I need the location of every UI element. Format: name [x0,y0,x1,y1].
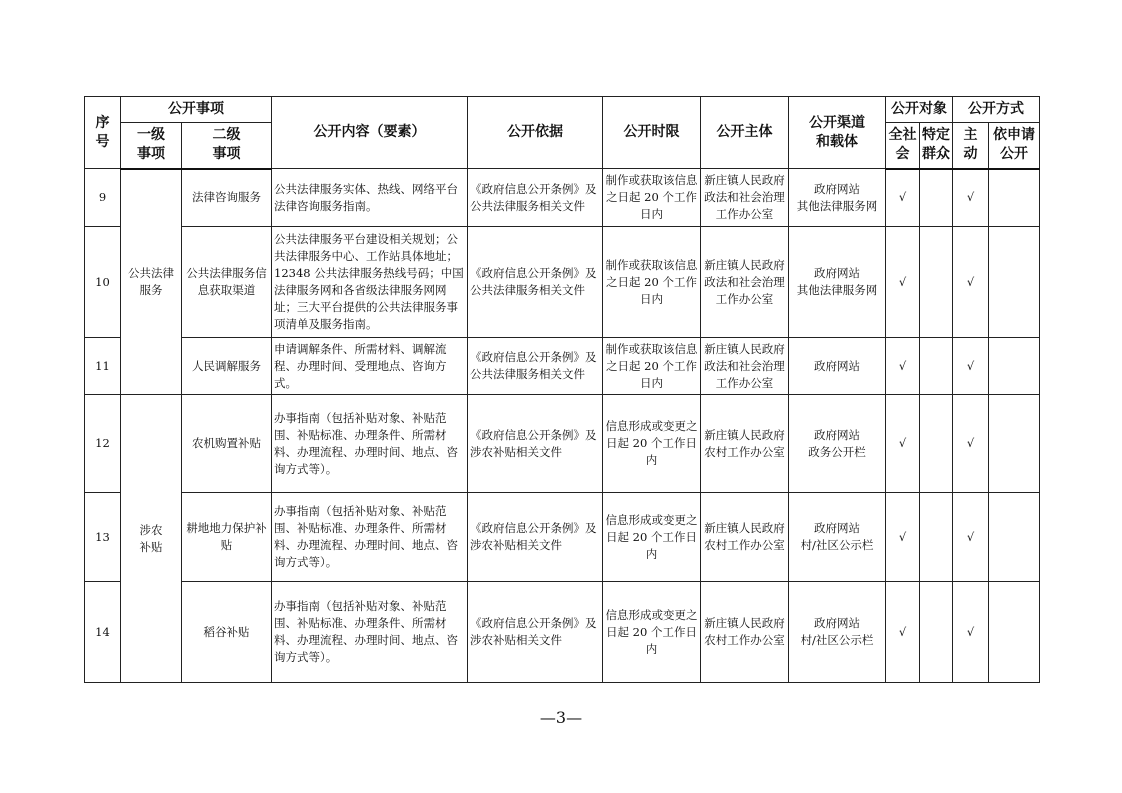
level2-item: 人民调解服务 [182,338,272,395]
table-row [85,169,1040,227]
basis-cell: 《政府信息公开条例》及公共法律服务相关文件 [468,227,603,338]
subject-cell: 新庄镇人民政府农村工作办公室 [701,582,789,683]
content-cell: 公共法律服务平台建设相关规划；公共法律服务中心、工作站具体地址；12348 公共法律服务热线号码；中国法律服务网和各省级法律服务网网址；三大平台提供的公共法律服务事项清单及服务指南。 [272,227,468,338]
check-on-request [989,582,1040,683]
group-legal-services: 公共法律服务 [121,169,182,395]
header-level1: 一级事项 [121,123,182,169]
disclosure-table [84,96,1040,683]
header-on-request: 依申请公开 [989,123,1040,169]
header-active: 主动 [953,123,989,169]
check-all-society: √ [886,169,920,227]
header-time-limit: 公开时限 [603,97,701,169]
check-specific-group [920,493,953,582]
row-number: 14 [85,582,121,683]
time-cell: 制作或获取该信息之日起 20 个工作日内 [603,227,701,338]
check-specific-group [920,169,953,227]
table-row [85,395,1040,493]
header-items-group: 公开事项 [121,97,272,123]
time-cell: 制作或获取该信息之日起 20 个工作日内 [603,169,701,227]
channel-cell: 政府网站 村/社区公示栏 [789,493,886,582]
time-cell: 信息形成或变更之日起 20 个工作日内 [603,395,701,493]
header-basis: 公开依据 [468,97,603,169]
channel-cell: 政府网站 [789,338,886,395]
row-number: 12 [85,395,121,493]
content-cell: 办事指南（包括补贴对象、补贴范围、补贴标准、办理条件、所需材料、办理流程、办理时间、地点、咨询方式等）。 [272,395,468,493]
check-all-society: √ [886,582,920,683]
channel-cell: 政府网站 村/社区公示栏 [789,582,886,683]
content-cell: 申请调解条件、所需材料、调解流程、办理时间、受理地点、咨询方式。 [272,338,468,395]
check-specific-group [920,227,953,338]
check-active: √ [953,169,989,227]
basis-cell: 《政府信息公开条例》及公共法律服务相关文件 [468,169,603,227]
check-on-request [989,227,1040,338]
header-all-society: 全社会 [886,123,920,169]
level2-item: 农机购置补贴 [182,395,272,493]
check-specific-group [920,338,953,395]
header-subject: 公开主体 [701,97,789,169]
subject-cell: 新庄镇人民政府政法和社会治理工作办公室 [701,227,789,338]
check-all-society: √ [886,493,920,582]
header-channel: 公开渠道和载体 [789,97,886,169]
row-number: 10 [85,227,121,338]
basis-cell: 《政府信息公开条例》及涉农补贴相关文件 [468,582,603,683]
basis-cell: 《政府信息公开条例》及公共法律服务相关文件 [468,338,603,395]
row-number: 9 [85,169,121,227]
channel-cell: 政府网站 其他法律服务网 [789,169,886,227]
time-cell: 制作或获取该信息之日起 20 个工作日内 [603,338,701,395]
level2-item: 稻谷补贴 [182,582,272,683]
basis-cell: 《政府信息公开条例》及涉农补贴相关文件 [468,493,603,582]
check-active: √ [953,582,989,683]
group-agri-subsidy: 涉农补贴 [121,395,182,683]
basis-cell: 《政府信息公开条例》及涉农补贴相关文件 [468,395,603,493]
check-specific-group [920,582,953,683]
check-on-request [989,395,1040,493]
check-active: √ [953,493,989,582]
check-active: √ [953,395,989,493]
header-seq: 序号 [85,97,121,169]
channel-cell: 政府网站 政务公开栏 [789,395,886,493]
header-audience-group: 公开对象 [886,97,953,123]
header-content: 公开内容（要素） [272,97,468,169]
header-method-group: 公开方式 [953,97,1040,123]
check-all-society: √ [886,338,920,395]
channel-cell: 政府网站 其他法律服务网 [789,227,886,338]
header-level2: 二级事项 [182,123,272,169]
time-cell: 信息形成或变更之日起 20 个工作日内 [603,582,701,683]
check-specific-group [920,395,953,493]
subject-cell: 新庄镇人民政府政法和社会治理工作办公室 [701,338,789,395]
check-on-request [989,493,1040,582]
table-row [85,582,1040,683]
level2-item: 法律咨询服务 [182,169,272,227]
content-cell: 办事指南（包括补贴对象、补贴范围、补贴标准、办理条件、所需材料、办理流程、办理时间、地点、咨询方式等）。 [272,493,468,582]
content-cell: 公共法律服务实体、热线、网络平台法律咨询服务指南。 [272,169,468,227]
check-on-request [989,338,1040,395]
table-row [85,338,1040,395]
content-cell: 办事指南（包括补贴对象、补贴范围、补贴标准、办理条件、所需材料、办理流程、办理时间、地点、咨询方式等）。 [272,582,468,683]
subject-cell: 新庄镇人民政府农村工作办公室 [701,395,789,493]
subject-cell: 新庄镇人民政府农村工作办公室 [701,493,789,582]
check-all-society: √ [886,395,920,493]
header-specific-group: 特定群众 [920,123,953,169]
level2-item: 耕地地力保护补贴 [182,493,272,582]
page-number: —3— [539,708,583,727]
table-row [85,493,1040,582]
time-cell: 信息形成或变更之日起 20 个工作日内 [603,493,701,582]
level2-item: 公共法律服务信息获取渠道 [182,227,272,338]
check-on-request [989,169,1040,227]
row-number: 11 [85,338,121,395]
check-active: √ [953,338,989,395]
table-row [85,227,1040,338]
check-all-society: √ [886,227,920,338]
check-active: √ [953,227,989,338]
subject-cell: 新庄镇人民政府政法和社会治理工作办公室 [701,169,789,227]
row-number: 13 [85,493,121,582]
